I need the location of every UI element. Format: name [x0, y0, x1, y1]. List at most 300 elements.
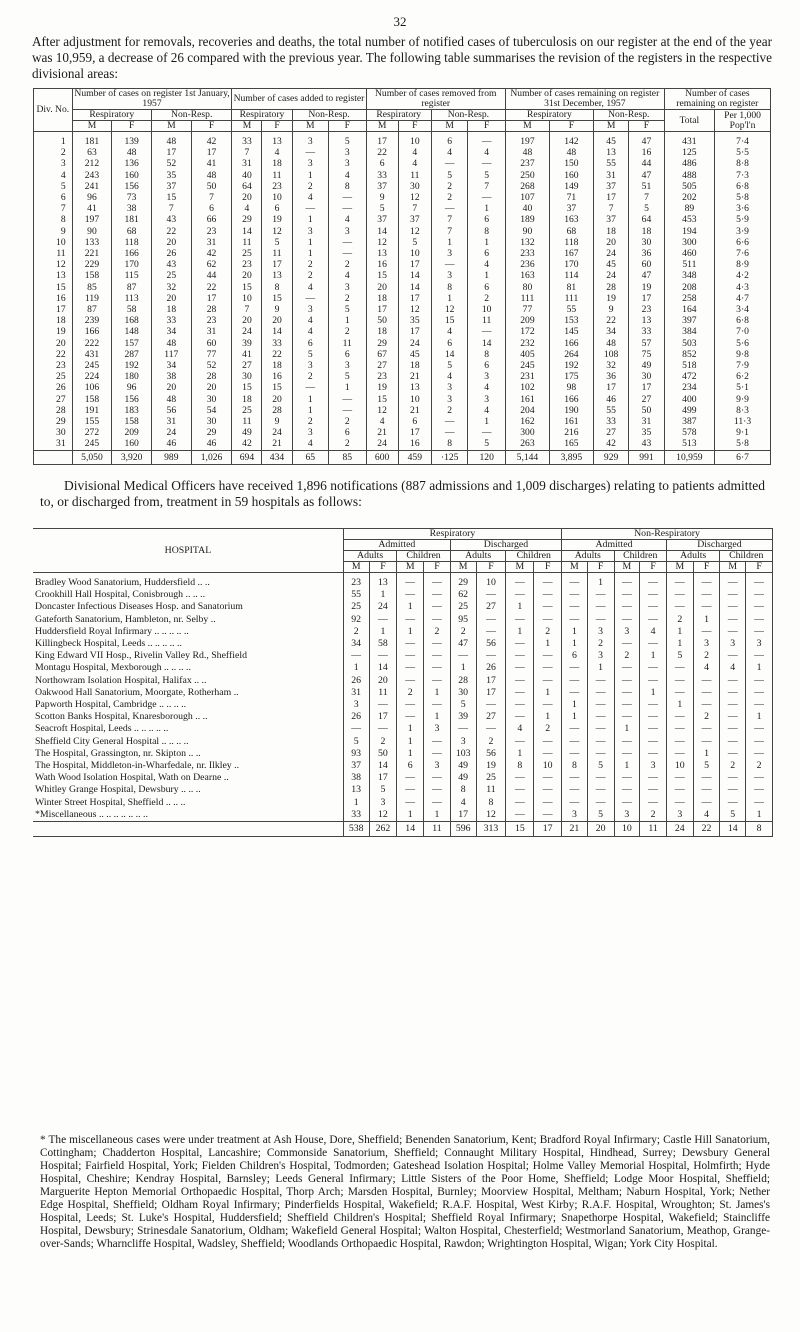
- table-cell: 1: [534, 638, 562, 650]
- table-cell: 3: [292, 158, 328, 169]
- table-cell: 3: [614, 626, 640, 638]
- table-cell: 8: [450, 784, 476, 796]
- table-cell: 6: [398, 416, 431, 427]
- division-number: 7: [34, 203, 73, 214]
- table-cell: —: [369, 650, 397, 662]
- division-number: 27: [34, 394, 73, 405]
- table-cell: —: [666, 589, 693, 601]
- m-header: M: [450, 562, 476, 573]
- table-row: [33, 626, 773, 638]
- table-cell: 1: [587, 573, 614, 590]
- table-cell: 4: [398, 147, 431, 158]
- table-cell: 3: [328, 147, 366, 158]
- table-cell: 1: [562, 699, 588, 711]
- discharged-header: Discharged: [450, 540, 561, 551]
- table-cell: 28: [262, 405, 292, 416]
- table-cell: 1: [587, 662, 614, 674]
- table-cell: —: [693, 675, 720, 687]
- totals-label: [33, 822, 343, 837]
- table-cell: 158: [112, 416, 152, 427]
- table-cell: 7: [232, 304, 262, 315]
- table-cell: 34: [343, 638, 369, 650]
- table-cell: 224: [72, 371, 112, 382]
- table-cell: —: [666, 797, 693, 809]
- table-cell: 1: [506, 748, 534, 760]
- table-cell: 48: [549, 147, 593, 158]
- table-cell: 42: [593, 438, 628, 450]
- table-cell: 4: [640, 626, 667, 638]
- table-cell: 37: [366, 214, 398, 225]
- remaining-total-header: Number of cases remaining on register: [664, 89, 770, 110]
- intro-paragraph: After adjustment for removals, recoveries and deaths, the total number of notified cases of tuberculosis on our register at the end of the year was 10,959, a decrease of 26 compared with the previous year. The following table summarises the revision of the registers in the respective divisional areas:: [32, 34, 772, 81]
- table-cell: 34: [593, 326, 628, 337]
- table-row: [34, 394, 771, 405]
- hospital-name: Wath Wood Isolation Hospital, Wath on Dearne ..: [33, 772, 343, 784]
- table-cell: 164: [664, 304, 714, 315]
- table-cell: —: [587, 784, 614, 796]
- table-cell: 158: [72, 394, 112, 405]
- table-cell: 32: [593, 360, 628, 371]
- m-header: M: [151, 121, 191, 132]
- table-cell: 1: [343, 797, 369, 809]
- table-row: [34, 427, 771, 438]
- table-cell: 2: [292, 371, 328, 382]
- table-row: [33, 748, 773, 760]
- table-cell: —: [476, 614, 506, 626]
- table-cell: —: [343, 723, 369, 735]
- table-cell: 3·9: [715, 226, 771, 237]
- table-cell: 5: [328, 304, 366, 315]
- hospital-name: Bradley Wood Sanatorium, Huddersfield .. ..: [33, 573, 343, 590]
- table-cell: 90: [72, 226, 112, 237]
- table-cell: 34: [151, 326, 191, 337]
- table-cell: 17: [366, 304, 398, 315]
- table-cell: 8: [468, 226, 506, 237]
- table-cell: 162: [505, 416, 549, 427]
- table-cell: 15: [366, 270, 398, 281]
- footnote: * The miscellaneous cases were under treatment at Ash House, Dore, Sheffield; Benenden Sanatorium, Kent; Bradford Royal Infirmary; Castle Hill Sanatorium, Cottingham; Chadderton Hospital, Lancashire; Commonside Sanatorium, Sheffield; Connaught Military Hospital, Hindhead, Surrey; Dewsbury General Hospital; Fairfield Hospital, York; Fielden Children's Hospital, Todmorden; Gateshead Isolation Hospital; Holme Valley Memorial Hospital, Holmfirth; Hyde Hospital, Cheshire; Kendray Hospital, Barnsley; Leeds General Infirmary; Little Sisters of the Poor Home, Sheffield; Lodge Moor Hospital, Sheffield; Marguerite Hepton Memorial Orthopaedic Hospital, Thorp Arch; Marsden Hospital, Burnley; Moorview Hospital, Meltham; Naburn Hospital, York; Nether Edge Hospital, Sheffield; Oldham Royal Infirmary; Pinderfields Hospital, Wakefield; R.A.F. Hospital, West Kirby; R.A.F. Hospital, Wroughton; St. James's Hospital, Leeds; St. Luke's Hospital, Huddersfield; Sheffield Children's Hospital; Sheffield Royal Infirmary; Snapethorpe Hospital, Wakefield; Staincliffe Hospital, Dewsbury; Strinesdale Sanatorium, Oldham; Wakefield General Hospital; Walton Hospital, Chesterfield; Westmorland Sanatorium, Meathop, Grange-over-Sands; Wharncliffe Hospital, Wadsley, Sheffield; Woodlands Orthopaedic Hospital, Rawdon; Wrightington Hospital, Wigan; York City Hospital.: [40, 1134, 770, 1250]
- total-cell: 434: [262, 450, 292, 464]
- table-cell: 17: [262, 259, 292, 270]
- table-cell: —: [720, 772, 746, 784]
- table-cell: 5: [292, 349, 328, 360]
- table-cell: —: [587, 699, 614, 711]
- table-cell: 6: [431, 338, 467, 349]
- table-cell: —: [746, 626, 773, 638]
- table-cell: —: [562, 589, 588, 601]
- table-cell: 167: [549, 248, 593, 259]
- table-cell: 62: [450, 589, 476, 601]
- table-cell: 8: [468, 349, 506, 360]
- table-cell: 10: [398, 132, 431, 148]
- table-cell: 192: [112, 360, 152, 371]
- table-cell: 160: [112, 438, 152, 450]
- table-cell: 12: [431, 304, 467, 315]
- table-cell: 25: [232, 248, 262, 259]
- table-cell: 64: [232, 181, 262, 192]
- table-cell: 1: [424, 711, 451, 723]
- table-cell: 10: [476, 573, 506, 590]
- table-cell: 3: [424, 760, 451, 772]
- table-cell: 166: [72, 326, 112, 337]
- table-cell: —: [587, 723, 614, 735]
- table-cell: 1: [328, 315, 366, 326]
- total-cell: 11: [640, 822, 667, 837]
- division-number: 26: [34, 382, 73, 393]
- division-number: 29: [34, 416, 73, 427]
- table-cell: 1: [424, 687, 451, 699]
- table-cell: —: [746, 589, 773, 601]
- table-cell: —: [397, 662, 424, 674]
- table-cell: 33: [343, 809, 369, 822]
- table-cell: 27: [476, 711, 506, 723]
- table-cell: 2: [746, 760, 773, 772]
- table-cell: 34: [151, 360, 191, 371]
- table-cell: 5: [343, 736, 369, 748]
- table-cell: —: [562, 573, 588, 590]
- table-cell: —: [562, 784, 588, 796]
- table-cell: 233: [505, 248, 549, 259]
- table-cell: —: [614, 638, 640, 650]
- table-cell: 18: [151, 304, 191, 315]
- table-cell: —: [468, 192, 506, 203]
- total-cell: 262: [369, 822, 397, 837]
- hospital-name: Whitley Grange Hospital, Dewsbury .. .. ..: [33, 784, 343, 796]
- table-row: [34, 226, 771, 237]
- table-cell: 43: [629, 438, 664, 450]
- table-cell: —: [424, 650, 451, 662]
- table-cell: 25: [343, 601, 369, 613]
- table-cell: 43: [151, 214, 191, 225]
- table-cell: 4: [398, 158, 431, 169]
- table-cell: 36: [629, 248, 664, 259]
- division-number: 6: [34, 192, 73, 203]
- table-cell: 1: [343, 662, 369, 674]
- table-row: [33, 772, 773, 784]
- table-cell: 1: [640, 650, 667, 662]
- table-cell: —: [328, 394, 366, 405]
- table-cell: 17: [398, 293, 431, 304]
- table-cell: —: [614, 736, 640, 748]
- table-row: [33, 760, 773, 772]
- table-cell: 2: [343, 626, 369, 638]
- table-cell: —: [424, 601, 451, 613]
- table-cell: —: [693, 626, 720, 638]
- total-cell: 929: [593, 450, 628, 464]
- table-cell: 49: [232, 427, 262, 438]
- table-cell: 156: [112, 181, 152, 192]
- table-cell: 5·6: [715, 338, 771, 349]
- table-cell: —: [666, 711, 693, 723]
- table-cell: —: [369, 614, 397, 626]
- table-cell: 35: [151, 170, 191, 181]
- table-cell: 30: [232, 371, 262, 382]
- table-row: [33, 687, 773, 699]
- table-cell: 64: [629, 214, 664, 225]
- table-cell: 30: [450, 687, 476, 699]
- table-cell: 37: [593, 181, 628, 192]
- table-cell: —: [746, 650, 773, 662]
- table-cell: 272: [72, 427, 112, 438]
- table-cell: —: [746, 784, 773, 796]
- table-cell: —: [720, 723, 746, 735]
- table-cell: 4: [328, 170, 366, 181]
- table-cell: —: [746, 723, 773, 735]
- table-cell: 499: [664, 405, 714, 416]
- table-cell: 55: [343, 589, 369, 601]
- table-cell: —: [693, 589, 720, 601]
- table-cell: 28: [191, 304, 232, 315]
- table-cell: —: [693, 699, 720, 711]
- table-cell: 2: [468, 293, 506, 304]
- table-cell: 33: [366, 170, 398, 181]
- table-cell: 6: [562, 650, 588, 662]
- table-cell: 20: [232, 270, 262, 281]
- table-cell: 36: [593, 371, 628, 382]
- table-cell: 3: [328, 282, 366, 293]
- table-cell: 24: [262, 427, 292, 438]
- table-cell: 183: [112, 405, 152, 416]
- table-cell: 14: [366, 226, 398, 237]
- table-cell: 14: [369, 760, 397, 772]
- table-cell: 1: [562, 638, 588, 650]
- table-cell: —: [534, 662, 562, 674]
- table-cell: —: [640, 784, 667, 796]
- table-cell: 2: [292, 181, 328, 192]
- table-cell: —: [587, 748, 614, 760]
- table-cell: 263: [505, 438, 549, 450]
- table-cell: —: [693, 784, 720, 796]
- table-cell: —: [292, 293, 328, 304]
- table-cell: 19: [366, 382, 398, 393]
- table-cell: 13: [343, 784, 369, 796]
- table-row: [34, 192, 771, 203]
- table-cell: 7·9: [715, 360, 771, 371]
- table-cell: 209: [112, 427, 152, 438]
- table-row: [34, 181, 771, 192]
- table-cell: 1: [292, 170, 328, 181]
- table-cell: 155: [72, 416, 112, 427]
- table-cell: 3: [562, 809, 588, 822]
- table-cell: 31: [343, 687, 369, 699]
- table-cell: 39: [450, 711, 476, 723]
- table-cell: —: [562, 748, 588, 760]
- hospital-name: The Hospital, Middleton-in-Wharfedale, nr. Ilkley ..: [33, 760, 343, 772]
- table-cell: 31: [629, 416, 664, 427]
- division-number: 1: [34, 132, 73, 148]
- table-cell: 202: [664, 192, 714, 203]
- table-cell: —: [587, 772, 614, 784]
- table-cell: 20: [232, 315, 262, 326]
- table-cell: 2: [693, 650, 720, 662]
- table-cell: 3: [587, 626, 614, 638]
- table-cell: 189: [505, 214, 549, 225]
- table-cell: 7·4: [715, 132, 771, 148]
- table-cell: 1: [534, 687, 562, 699]
- table-cell: 38: [112, 203, 152, 214]
- table-cell: 1: [468, 270, 506, 281]
- total-cell: 600: [366, 450, 398, 464]
- table-cell: —: [720, 573, 746, 590]
- table-cell: 229: [72, 259, 112, 270]
- table-cell: 46: [593, 394, 628, 405]
- table-cell: 503: [664, 338, 714, 349]
- table-cell: 42: [191, 248, 232, 259]
- table-cell: 46: [151, 438, 191, 450]
- total-cell: 3,920: [112, 450, 152, 464]
- table-cell: 2: [397, 687, 424, 699]
- table-cell: 405: [505, 349, 549, 360]
- table-cell: —: [587, 614, 614, 626]
- table-cell: 106: [72, 382, 112, 393]
- table-cell: 7: [398, 203, 431, 214]
- table-cell: 7: [191, 192, 232, 203]
- table-row: [33, 614, 773, 626]
- table-cell: 7·0: [715, 326, 771, 337]
- table-cell: —: [476, 626, 506, 638]
- table-cell: 8·9: [715, 259, 771, 270]
- table-cell: 153: [549, 315, 593, 326]
- f-header: F: [640, 562, 667, 573]
- table-cell: 161: [505, 394, 549, 405]
- table-cell: —: [587, 687, 614, 699]
- table-cell: 2: [476, 736, 506, 748]
- table-cell: —: [328, 192, 366, 203]
- notifications-paragraph: Divisional Medical Officers have received 1,896 notifications (887 admissions and 1,009 discharges) relating to patients admitted to, or discharged from, treatment in 59 hospitals as follows:: [40, 478, 765, 509]
- table-cell: 139: [112, 132, 152, 148]
- table-cell: 49: [629, 360, 664, 371]
- table-cell: 1: [369, 626, 397, 638]
- table-cell: —: [746, 736, 773, 748]
- table-cell: —: [431, 203, 467, 214]
- table-cell: 17: [369, 772, 397, 784]
- table-cell: 387: [664, 416, 714, 427]
- table-cell: 1: [534, 711, 562, 723]
- table-cell: 20: [369, 675, 397, 687]
- table-cell: 1: [562, 711, 588, 723]
- table-cell: 5: [369, 784, 397, 796]
- table-cell: —: [640, 711, 667, 723]
- table-cell: 1: [292, 405, 328, 416]
- table-cell: 300: [505, 427, 549, 438]
- table-cell: 4: [450, 797, 476, 809]
- table-cell: 209: [505, 315, 549, 326]
- total-cell: 20: [587, 822, 614, 837]
- table-cell: 9: [593, 304, 628, 315]
- table-cell: 41: [191, 158, 232, 169]
- table-cell: 132: [505, 237, 549, 248]
- m-header: M: [505, 121, 549, 132]
- table-cell: 472: [664, 371, 714, 382]
- table-cell: —: [614, 699, 640, 711]
- table-cell: 231: [505, 371, 549, 382]
- table-cell: 12: [398, 192, 431, 203]
- table-cell: —: [534, 809, 562, 822]
- table-cell: 5·9: [715, 214, 771, 225]
- table-cell: 17: [398, 259, 431, 270]
- table-cell: 208: [664, 282, 714, 293]
- table-cell: 50: [629, 405, 664, 416]
- table-cell: 4: [328, 270, 366, 281]
- table-cell: 28: [593, 282, 628, 293]
- table-cell: 1: [424, 809, 451, 822]
- table-cell: —: [534, 601, 562, 613]
- table-cell: 25: [151, 270, 191, 281]
- table-cell: 15: [232, 382, 262, 393]
- table-cell: 30: [629, 371, 664, 382]
- table-cell: 11: [232, 237, 262, 248]
- total-cell: 24: [666, 822, 693, 837]
- table-cell: 2: [328, 326, 366, 337]
- table-cell: —: [640, 748, 667, 760]
- table-cell: 149: [549, 181, 593, 192]
- table-cell: 1: [450, 662, 476, 674]
- table-cell: —: [562, 687, 588, 699]
- table-cell: 93: [343, 748, 369, 760]
- discharged-header: Discharged: [666, 540, 772, 551]
- table-cell: —: [468, 158, 506, 169]
- table-cell: 2: [328, 416, 366, 427]
- table-cell: —: [640, 573, 667, 590]
- table-cell: —: [562, 601, 588, 613]
- table-cell: 142: [549, 132, 593, 148]
- table-cell: 5: [666, 650, 693, 662]
- non-respiratory-header: Non-Respiratory: [562, 529, 773, 540]
- table-cell: 81: [549, 282, 593, 293]
- table-cell: 96: [112, 382, 152, 393]
- table-cell: 3·4: [715, 304, 771, 315]
- division-number: 5: [34, 181, 73, 192]
- table-cell: —: [720, 748, 746, 760]
- table-cell: 180: [112, 371, 152, 382]
- m-header: M: [343, 562, 369, 573]
- table-cell: 17: [398, 326, 431, 337]
- table-cell: 1: [693, 614, 720, 626]
- m-header: M: [720, 562, 746, 573]
- table-cell: —: [424, 772, 451, 784]
- table-cell: —: [666, 687, 693, 699]
- table-cell: 12: [398, 304, 431, 315]
- table-cell: 3: [343, 699, 369, 711]
- table-cell: 1: [746, 711, 773, 723]
- table-cell: 66: [191, 214, 232, 225]
- total-cell: 5,050: [72, 450, 112, 464]
- table-cell: 40: [232, 170, 262, 181]
- table-cell: 6: [328, 427, 366, 438]
- table-cell: 1: [468, 237, 506, 248]
- table-cell: —: [424, 614, 451, 626]
- table-cell: 6·6: [715, 237, 771, 248]
- table-cell: 67: [366, 349, 398, 360]
- table-cell: 21: [366, 427, 398, 438]
- table-cell: —: [424, 675, 451, 687]
- m-header: M: [614, 562, 640, 573]
- table-cell: —: [476, 723, 506, 735]
- table-cell: 18: [593, 226, 628, 237]
- table-cell: 55: [549, 304, 593, 315]
- table-cell: —: [746, 748, 773, 760]
- table-cell: 13: [593, 147, 628, 158]
- table-cell: 232: [505, 338, 549, 349]
- table-cell: 73: [112, 192, 152, 203]
- table-cell: 11: [262, 170, 292, 181]
- table-cell: 160: [549, 170, 593, 181]
- table-cell: 48: [151, 132, 191, 148]
- table-cell: —: [666, 784, 693, 796]
- table-cell: 431: [664, 132, 714, 148]
- table-cell: 4: [292, 438, 328, 450]
- table-cell: 24: [593, 248, 628, 259]
